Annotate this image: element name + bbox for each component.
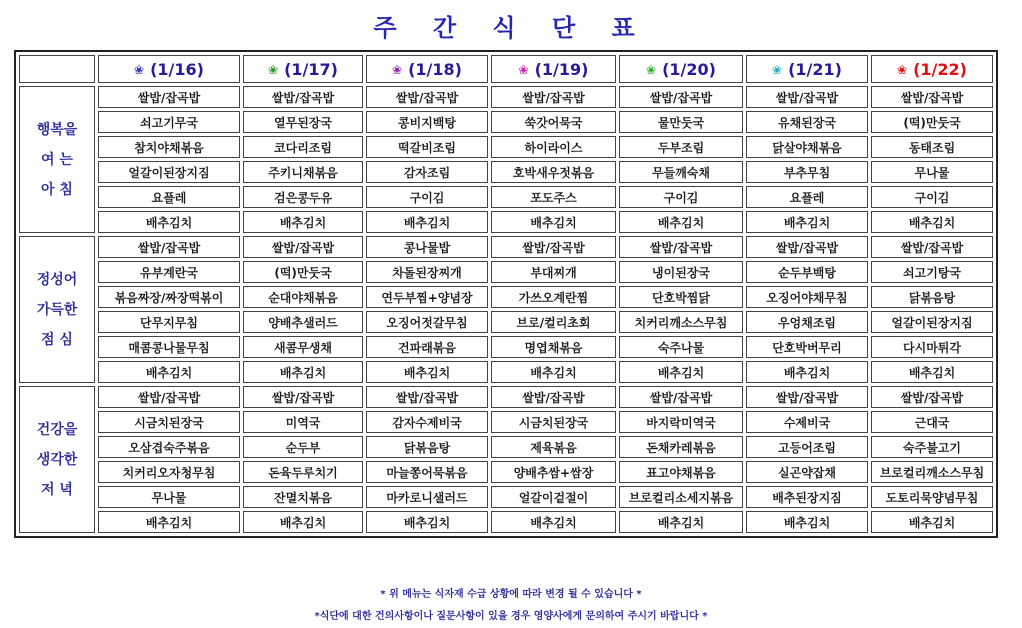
menu-item: 쌀밥/잡곡밥 (619, 86, 743, 108)
menu-item: 브로컬리소세지볶음 (619, 486, 743, 508)
menu-item: 건파래볶음 (366, 336, 488, 358)
menu-item: 부추무침 (746, 161, 868, 183)
menu-item: 배추김치 (619, 211, 743, 233)
menu-row (19, 361, 993, 383)
menu-row (19, 486, 993, 508)
menu-item: 쌀밥/잡곡밥 (491, 386, 616, 408)
menu-item: 배추김치 (366, 211, 488, 233)
menu-item: 오삼겹숙주볶음 (98, 436, 240, 458)
day-date-label: (1/19) (534, 59, 589, 79)
menu-item: 배추김치 (619, 361, 743, 383)
menu-row (19, 111, 993, 133)
menu-item: 쌀밥/잡곡밥 (871, 236, 993, 258)
menu-item: 구이김 (871, 186, 993, 208)
meal-label-line: 저 녁 (41, 481, 73, 498)
menu-item: 순대야채볶음 (243, 286, 363, 308)
day-date-label: (1/17) (284, 59, 338, 79)
purple-bell-icon: ❀ (392, 63, 403, 77)
meal-label-2 (19, 236, 95, 383)
menu-item: 표고야채볶음 (619, 461, 743, 483)
menu-item: 잔멸치볶음 (243, 486, 363, 508)
menu-item: 마카로니샐러드 (366, 486, 488, 508)
menu-item: 코다리조림 (243, 136, 363, 158)
menu-item: 배추김치 (871, 361, 993, 383)
menu-item: 얼갈이겉절이 (491, 486, 616, 508)
menu-item: 물만둣국 (619, 111, 743, 133)
menu-item: 배추김치 (366, 511, 488, 533)
menu-item: 오징어야채무침 (746, 286, 868, 308)
menu-item: 구이김 (366, 186, 488, 208)
menu-item: 무나물 (98, 486, 240, 508)
menu-item: 배추김치 (746, 511, 868, 533)
menu-item: 하이라이스 (491, 136, 616, 158)
menu-item: 닭볶음탕 (871, 286, 993, 308)
menu-item: 단호박찜닭 (619, 286, 743, 308)
menu-item: 호박새우젓볶음 (491, 161, 616, 183)
menu-item: 닭볶음탕 (366, 436, 488, 458)
menu-item: 쌀밥/잡곡밥 (98, 86, 240, 108)
menu-item: 양배추쌈+쌈장 (491, 461, 616, 483)
menu-item: 두부조림 (619, 136, 743, 158)
menu-row (19, 236, 993, 258)
menu-item: (떡)만둣국 (871, 111, 993, 133)
menu-item: 콩비지백탕 (366, 111, 488, 133)
menu-item: 쌀밥/잡곡밥 (366, 86, 488, 108)
menu-item: 양배추샐러드 (243, 311, 363, 333)
note-change: * 위 메뉴는 식자재 수급 상황에 따라 변경 될 수 있습니다 * (380, 589, 642, 600)
menu-row (19, 86, 993, 108)
menu-item: 감자수제비국 (366, 411, 488, 433)
menu-item: 무들깨숙채 (619, 161, 743, 183)
menu-row (19, 461, 993, 483)
menu-item: 구이김 (619, 186, 743, 208)
menu-item: 유부계란국 (98, 261, 240, 283)
cyan-gift-icon: ❀ (772, 63, 783, 77)
menu-item: 주키니채볶음 (243, 161, 363, 183)
note-inquiry: *식단에 대한 건의사항이나 질문사항이 있을 경우 영양사에게 문의하여 주시기 바랍니다 * (314, 611, 708, 622)
menu-item: 숙주나물 (619, 336, 743, 358)
menu-item: 브로컬리깨소스무침 (871, 461, 993, 483)
menu-item: 배추김치 (366, 361, 488, 383)
menu-row (19, 261, 993, 283)
menu-item: 다시마튀각 (871, 336, 993, 358)
menu-row (19, 411, 993, 433)
menu-item: 시금치된장국 (491, 411, 616, 433)
day-header-1 (98, 55, 240, 83)
menu-item: 배추김치 (243, 211, 363, 233)
meal-label-line: 점 심 (41, 331, 73, 348)
red-sun-icon: ❀ (897, 63, 908, 77)
green-flower-icon: ❀ (268, 63, 279, 77)
menu-item: 치커리오자청무침 (98, 461, 240, 483)
menu-item: 배추김치 (243, 361, 363, 383)
menu-item: 시금치된장국 (98, 411, 240, 433)
menu-item: 쌀밥/잡곡밥 (243, 386, 363, 408)
day-date-label: (1/16) (150, 59, 204, 79)
menu-row (19, 311, 993, 333)
green-leaf-icon: ❀ (646, 63, 657, 77)
meal-label-line: 행복을 (36, 121, 78, 138)
menu-item: 바지락미역국 (619, 411, 743, 433)
meal-label-line: 여 는 (41, 151, 73, 168)
meal-label-line: 생각한 (36, 451, 78, 468)
menu-item: 도토리묵양념무침 (871, 486, 993, 508)
menu-item: (떡)만둣국 (243, 261, 363, 283)
meal-label-line: 아 침 (41, 181, 73, 198)
meal-label-line: 가득한 (36, 301, 78, 318)
menu-item: 쌀밥/잡곡밥 (98, 236, 240, 258)
menu-item: 쌀밥/잡곡밥 (491, 236, 616, 258)
day-date-label: (1/20) (662, 59, 716, 79)
menu-item: 참치야채볶음 (98, 136, 240, 158)
menu-row (19, 436, 993, 458)
menu-item: 배추김치 (871, 511, 993, 533)
menu-item: 배추김치 (619, 511, 743, 533)
menu-item: 쌀밥/잡곡밥 (243, 236, 363, 258)
day-header-2 (243, 55, 363, 83)
menu-row (19, 186, 993, 208)
menu-item: 쌀밥/잡곡밥 (491, 86, 616, 108)
menu-item: 쌀밥/잡곡밥 (871, 86, 993, 108)
meal-label-line: 정성어 (36, 271, 78, 288)
day-header-5 (619, 55, 743, 83)
menu-item: 떡갈비조림 (366, 136, 488, 158)
menu-item: 배추김치 (98, 361, 240, 383)
menu-item: 쌀밥/잡곡밥 (746, 86, 868, 108)
menu-item: 쌀밥/잡곡밥 (366, 386, 488, 408)
menu-item: 포도주스 (491, 186, 616, 208)
day-date-label: (1/18) (408, 59, 462, 79)
menu-item: 얼갈이된장지짐 (98, 161, 240, 183)
blue-star-icon: ❀ (134, 63, 145, 77)
menu-item: 배추김치 (491, 511, 616, 533)
menu-item: 배추된장지짐 (746, 486, 868, 508)
page-title: 주 간 식 단 표 (373, 14, 649, 42)
menu-row (19, 386, 993, 408)
menu-item: 쇠고기무국 (98, 111, 240, 133)
menu-item: 근대국 (871, 411, 993, 433)
menu-item: 쌀밥/잡곡밥 (243, 86, 363, 108)
corner-cell (19, 55, 95, 83)
menu-item: 쌀밥/잡곡밥 (746, 386, 868, 408)
menu-item: 배추김치 (98, 511, 240, 533)
menu-item: 배추김치 (491, 211, 616, 233)
menu-item: 배추김치 (871, 211, 993, 233)
menu-item: 쌀밥/잡곡밥 (98, 386, 240, 408)
menu-item: 콩나물밥 (366, 236, 488, 258)
meal-label-3 (19, 386, 95, 533)
menu-item: 배추김치 (746, 361, 868, 383)
day-date-label: (1/22) (913, 59, 967, 79)
menu-item: 동태조림 (871, 136, 993, 158)
menu-item: 검은콩두유 (243, 186, 363, 208)
day-header-4 (491, 55, 616, 83)
day-header-7 (871, 55, 993, 83)
day-date-label: (1/21) (788, 59, 842, 79)
menu-item: 냉이된장국 (619, 261, 743, 283)
menu-row (19, 211, 993, 233)
menu-item: 오징어젓갈무침 (366, 311, 488, 333)
menu-item: 명엽채볶음 (491, 336, 616, 358)
pink-lantern-icon: ❀ (518, 63, 529, 77)
menu-item: 부대찌개 (491, 261, 616, 283)
menu-item: 연두부찜+양념장 (366, 286, 488, 308)
menu-row (19, 161, 993, 183)
menu-item: 단무지무침 (98, 311, 240, 333)
menu-item: 쌀밥/잡곡밥 (746, 236, 868, 258)
menu-item: 쌀밥/잡곡밥 (619, 236, 743, 258)
menu-item: 배추김치 (746, 211, 868, 233)
menu-item: 매콤콩나물무침 (98, 336, 240, 358)
menu-row (19, 511, 993, 533)
menu-item: 감자조림 (366, 161, 488, 183)
weekly-menu-table (14, 50, 998, 538)
menu-item: 쌀밥/잡곡밥 (619, 386, 743, 408)
menu-item: 쌀밥/잡곡밥 (871, 386, 993, 408)
menu-item: 우엉채조림 (746, 311, 868, 333)
menu-row (19, 336, 993, 358)
menu-item: 닭살야채볶음 (746, 136, 868, 158)
menu-item: 순두부백탕 (746, 261, 868, 283)
meal-label-line: 건강을 (36, 421, 78, 438)
menu-item: 돈채카레볶음 (619, 436, 743, 458)
menu-item: 볶음짜장/짜장떡볶이 (98, 286, 240, 308)
day-header-row (19, 55, 993, 83)
menu-item: 숙주불고기 (871, 436, 993, 458)
menu-item: 제육볶음 (491, 436, 616, 458)
menu-item: 요플레 (746, 186, 868, 208)
menu-item: 미역국 (243, 411, 363, 433)
menu-item: 치커리깨소스무침 (619, 311, 743, 333)
menu-item: 차돌된장찌개 (366, 261, 488, 283)
menu-item: 실곤약잡채 (746, 461, 868, 483)
meal-label-1 (19, 86, 95, 233)
menu-item: 브로/컬리초회 (491, 311, 616, 333)
menu-row (19, 136, 993, 158)
menu-item: 순두부 (243, 436, 363, 458)
menu-item: 무나물 (871, 161, 993, 183)
menu-item: 얼갈이된장지짐 (871, 311, 993, 333)
menu-item: 단호박버무리 (746, 336, 868, 358)
menu-item: 열무된장국 (243, 111, 363, 133)
menu-row (19, 286, 993, 308)
day-header-3 (366, 55, 488, 83)
menu-item: 돈육두루치기 (243, 461, 363, 483)
menu-item: 요플레 (98, 186, 240, 208)
menu-item: 유채된장국 (746, 111, 868, 133)
menu-item: 마늘쫑어묵볶음 (366, 461, 488, 483)
menu-item: 쇠고기탕국 (871, 261, 993, 283)
menu-item: 고등어조림 (746, 436, 868, 458)
menu-item: 배추김치 (491, 361, 616, 383)
menu-item: 수제비국 (746, 411, 868, 433)
menu-item: 배추김치 (243, 511, 363, 533)
day-header-6 (746, 55, 868, 83)
menu-item: 가쓰오계란찜 (491, 286, 616, 308)
menu-item: 새콤무생채 (243, 336, 363, 358)
menu-item: 배추김치 (98, 211, 240, 233)
menu-item: 쑥갓어묵국 (491, 111, 616, 133)
